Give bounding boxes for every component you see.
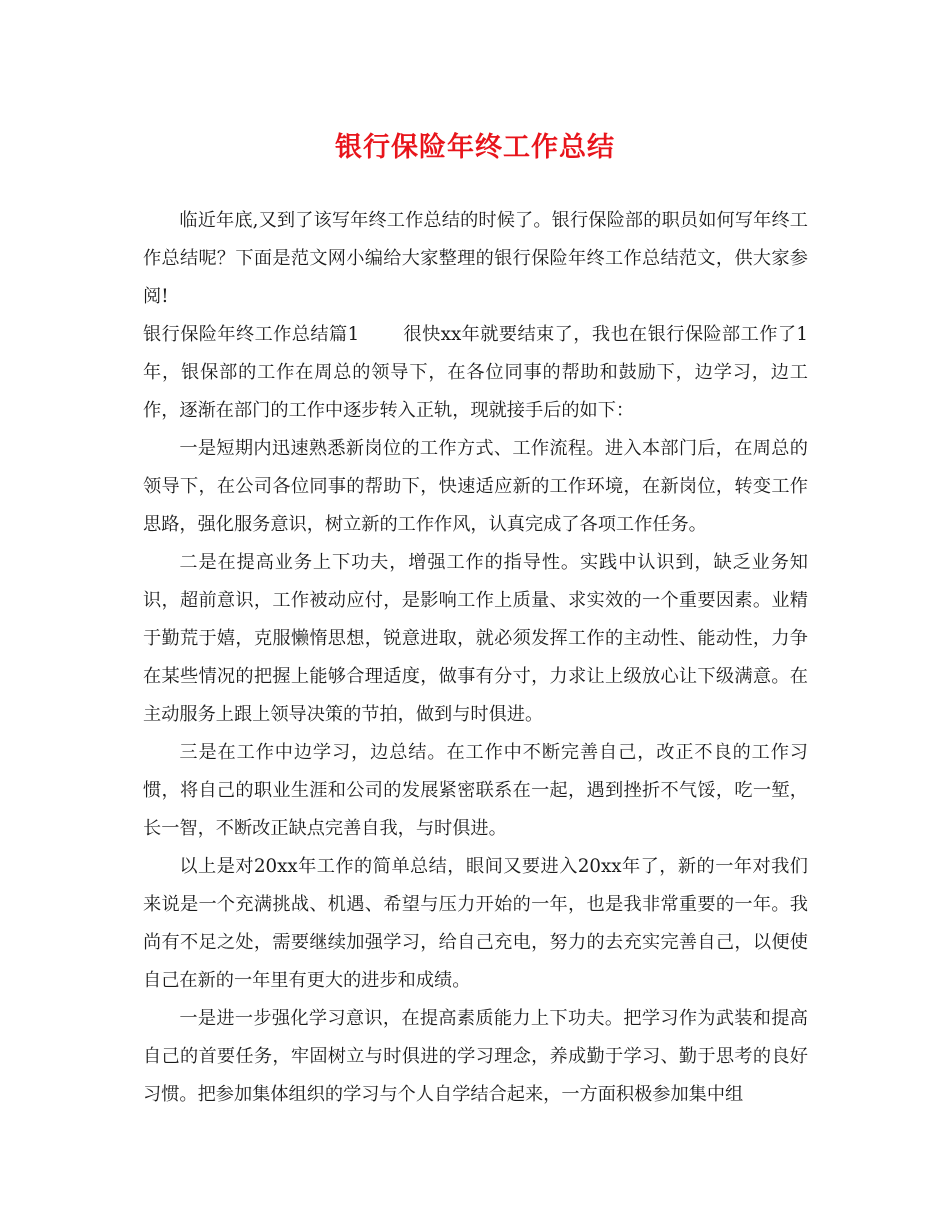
document-title: 银行保险年终工作总结 <box>335 132 615 163</box>
paragraph-section-1 <box>143 316 808 430</box>
paragraph-point-3: 三是在工作中边学习，边总结。在工作中不断完善自己，改正不良的工作习惯，将自己的职业生涯和公司的发展紧密联系在一起，遇到挫折不气馁，吃一堑，长一智，不断改正缺点完善自我，与时俱进。 <box>143 742 808 839</box>
paragraph-summary: 以上是对20xx年工作的简单总结，眼间又要进入20xx年了，新的一年对我们来说是一个充满挑战、机遇、希望与压力开始的一年，也是我非常重要的一年。我尚有不足之处，需要继续加强学习，给自己充电，努力的去充实完善自己，以便使自己在新的一年里有更大的进步和成绩。 <box>143 856 808 991</box>
paragraph-point-1: 一是短期内迅速熟悉新岗位的工作方式、工作流程。进入本部门后，在周总的领导下，在公司各位同事的帮助下，快速适应新的工作环境，在新岗位，转变工作思路，强化服务意识，树立新的工作作风，认真完成了各项工作任务。 <box>143 438 808 535</box>
paragraph-point-2: 二是在提高业务上下功夫，增强工作的指导性。实践中认识到，缺乏业务知识，超前意识，工作被动应付，是影响工作上质量、求实效的一个重要因素。业精于勤荒于嬉，克服懒惰思想，锐意进取，就必须发挥工作的主动性、能动性，力争在某些情况的把握上能够合理适度，做事有分寸，力求让上级放心让下级满意。在主动服务上跟上领导决策的节拍，做到与时俱进。 <box>143 552 808 725</box>
paragraph-intro: 临近年底,又到了该写年终工作总结的时候了。银行保险部的职员如何写年终工作总结呢？下面是范文网小编给大家整理的银行保险年终工作总结范文，供大家参阅! <box>143 210 808 307</box>
section-heading: 银行保险年终工作总结篇1 <box>143 324 360 345</box>
section-1-text: 很快xx年就要结束了，我也在银行保险部工作了1年，银保部的工作在周总的领导下，在各位同事的帮助和鼓励下，边学习，边工作，逐渐在部门的工作中逐步转入正轨，现就接手后的如下： <box>143 324 808 421</box>
paragraph-plan-1: 一是进一步强化学习意识，在提高素质能力上下功夫。把学习作为武装和提高自己的首要任务，牢固树立与时俱进的学习理念，养成勤于学习、勤于思考的良好习惯。把参加集体组织的学习与个人自学结合起来，一方面积极参加集中组 <box>143 1008 808 1105</box>
document-body <box>143 202 808 1114</box>
